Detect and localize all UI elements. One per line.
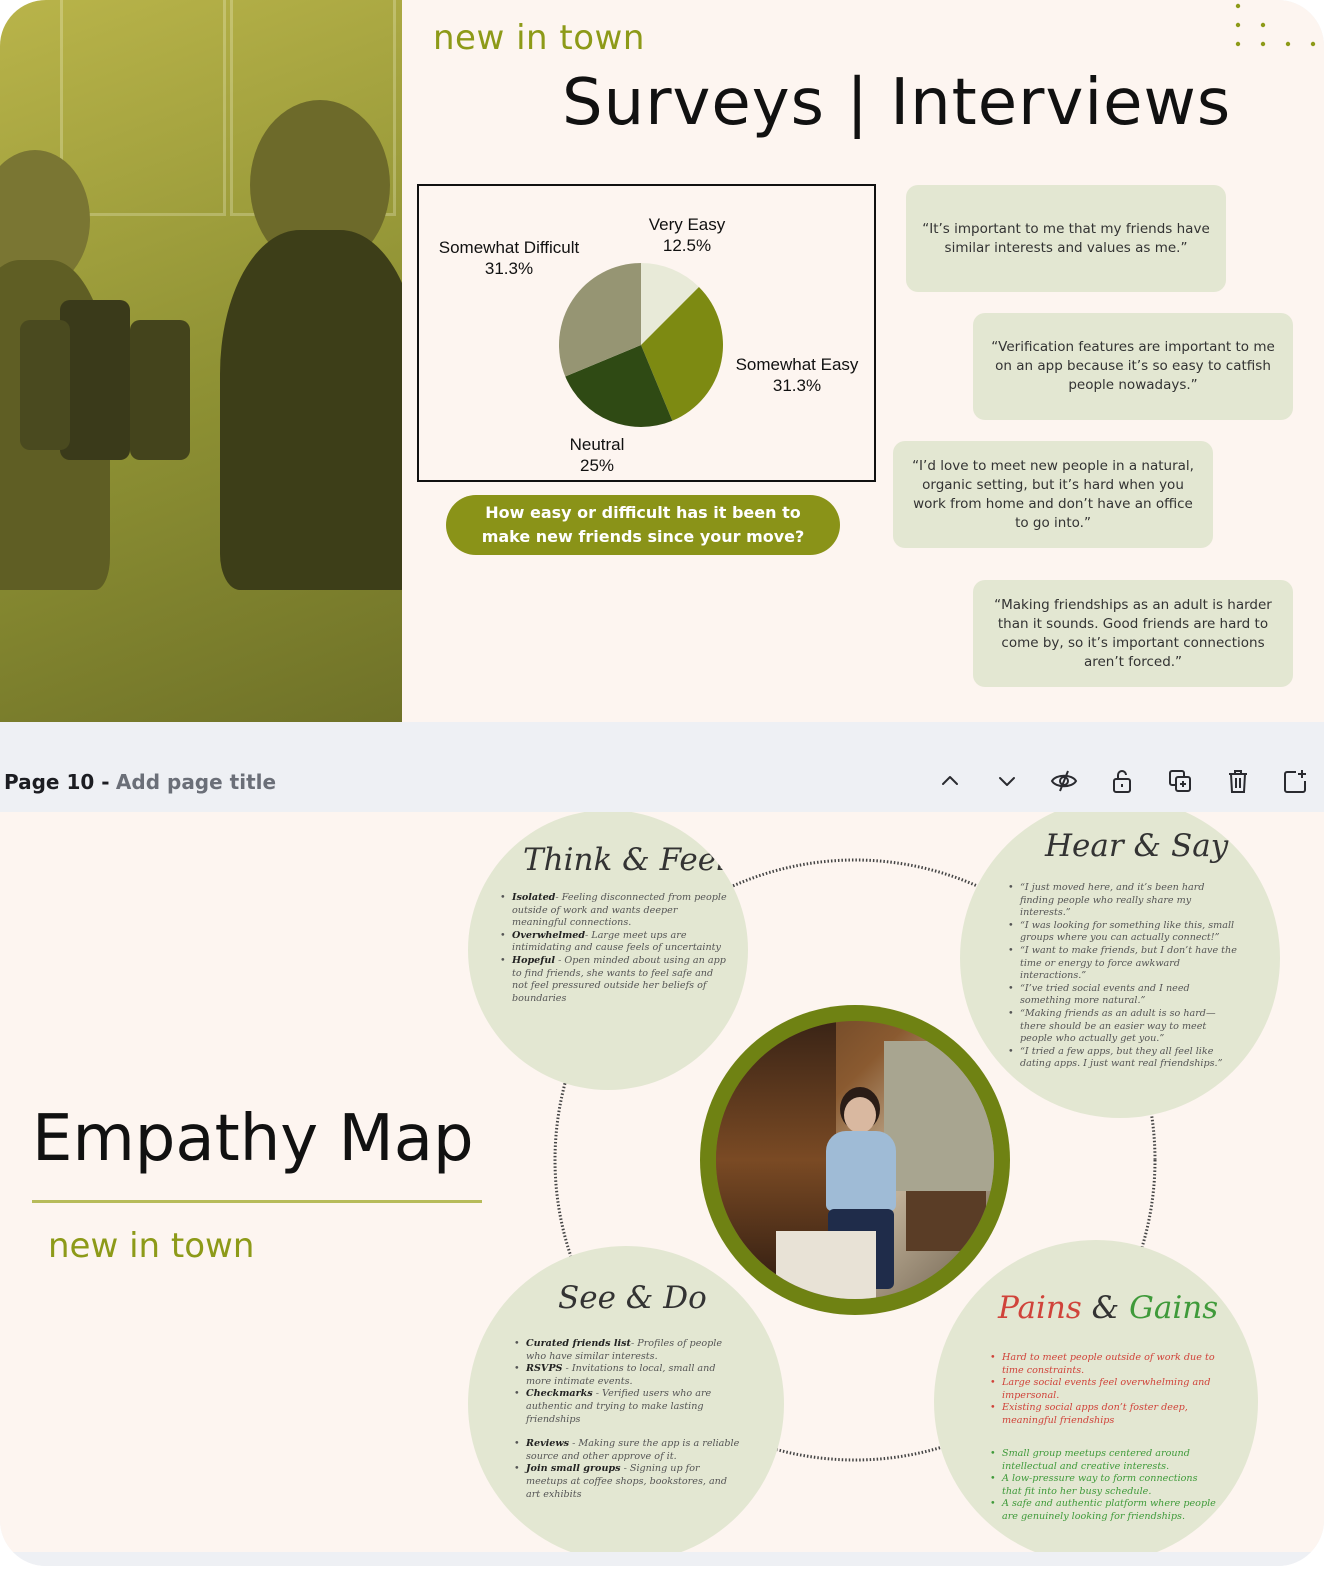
pains-gains-circle (934, 1240, 1258, 1552)
interview-quote: “I’d love to meet new people in a natural, organic setting, but it’s hard when you work from home and don’t have an office to go into.” (893, 441, 1213, 548)
dot-pattern (1232, 0, 1324, 50)
persona-photo (716, 1021, 994, 1299)
see-do-list (514, 1338, 740, 1501)
interview-quote: “Verification features are important to me on an app because it’s so easy to catfish people nowadays.” (973, 313, 1293, 420)
list-item: • Isolated- Feeling disconnected from people outside of work and wants deeper meaningful connections. (500, 892, 730, 930)
think-feel-list (500, 892, 730, 1005)
slide-surveys[interactable] (0, 0, 1324, 722)
survey-question: How easy or difficult has it been to make new friends since your move? (446, 495, 840, 555)
pie-label: Neutral (569, 435, 625, 454)
pie-chart-frame[interactable] (417, 184, 876, 482)
list-item: • A safe and authentic platform where people are genuinely looking for friendships. (990, 1498, 1216, 1523)
hear-say-title: Hear & Say (1045, 828, 1229, 864)
list-item: • Join small groups - Signing up for meetups at coffee shops, bookstores, and art exhibits (514, 1463, 740, 1501)
pie-value-label: 31.3% (484, 259, 534, 278)
think-feel-circle (468, 812, 748, 1090)
slide-title: Empathy Map (32, 1102, 474, 1176)
list-item: • Large social events feel overwhelming and impersonal. (990, 1377, 1216, 1402)
gains-label: Gains (1129, 1290, 1219, 1326)
list-item: • A low-pressure way to form connections that fit into her busy schedule. (990, 1473, 1216, 1498)
list-item: • “I want to make friends, but I don’t have the time or energy to force awkward interactions.” (1008, 945, 1240, 983)
pie-label: Very Easy (648, 215, 726, 234)
gains-list (990, 1448, 1216, 1524)
list-item: • Existing social apps don’t foster deep, meaningful friendships (990, 1402, 1216, 1427)
brand-logo: new in town (433, 18, 645, 58)
lock-icon[interactable] (1107, 766, 1137, 796)
hear-say-circle (960, 812, 1280, 1118)
list-item: • “I just moved here, and it’s been hard finding people who really share my interests.” (1008, 882, 1240, 920)
hide-icon[interactable] (1049, 766, 1079, 796)
slide-title: Surveys | Interviews (562, 66, 1232, 140)
friends-toast-photo (0, 0, 402, 722)
add-page-icon[interactable] (1280, 766, 1310, 796)
brand-logo: new in town (48, 1226, 255, 1266)
list-item: • “Making friends as an adult is so hard—there should be an easier way to meet people who actually get you.” (1008, 1008, 1240, 1046)
see-do-circle (468, 1246, 784, 1552)
list-item: • “I’ve tried social events and I need something more natural.” (1008, 983, 1240, 1008)
list-item: • Small group meetups centered around intellectual and creative interests. (990, 1448, 1216, 1473)
see-do-title: See & Do (558, 1280, 707, 1316)
trash-icon[interactable] (1223, 766, 1253, 796)
chevron-down-icon[interactable] (992, 766, 1022, 796)
bottom-gutter (0, 1552, 1324, 1566)
interview-quote: “Making friendships as an adult is harder than it sounds. Good friends are hard to come by, so it’s important connections aren’t forced.” (973, 580, 1293, 687)
list-item: • “I tried a few apps, but they all feel like dating apps. I just want real friendships.” (1008, 1046, 1240, 1071)
ampersand: & (1091, 1290, 1120, 1326)
list-item: • RSVPS - Invitations to local, small and more intimate events. (514, 1363, 740, 1388)
pains-label: Pains (998, 1290, 1082, 1326)
list-item: • Hard to meet people outside of work due to time constraints. (990, 1352, 1216, 1377)
pie-label: Somewhat Easy (735, 355, 859, 374)
pie-value-label: 31.3% (772, 376, 822, 395)
pie-value-label: 12.5% (662, 236, 712, 255)
think-feel-title: Think & Feel (523, 842, 727, 878)
list-item: • “I was looking for something like this, small groups where you can actually connect!” (1008, 920, 1240, 945)
chevron-up-icon[interactable] (935, 766, 965, 796)
page-title-input[interactable]: Add page title (115, 770, 277, 794)
list-item: • Curated friends list- Profiles of people who have similar interests. (514, 1338, 740, 1363)
persona-photo-frame (700, 1005, 1010, 1315)
duplicate-icon[interactable] (1165, 766, 1195, 796)
list-item: • Checkmarks - Verified users who are authentic and trying to make lasting friendships (514, 1388, 740, 1426)
list-item: • Overwhelmed- Large meet ups are intimidating and cause feels of uncertainty (500, 930, 730, 955)
hear-say-list (1008, 882, 1240, 1071)
pie-label: Somewhat Difficult (438, 238, 580, 257)
list-item: • Hopeful - Open minded about using an app to find friends, she wants to feel safe and not feel pressured outside her beliefs of boundaries (500, 955, 730, 1005)
pains-gains-title (998, 1290, 1218, 1326)
interview-quote: “It’s important to me that my friends have similar interests and values as me.” (906, 185, 1226, 292)
page-label[interactable] (4, 770, 276, 794)
pie-chart (419, 186, 874, 480)
page-number: Page 10 - (4, 770, 110, 794)
pains-list (990, 1352, 1216, 1428)
list-item: • Reviews - Making sure the app is a reliable source and other approve of it. (514, 1438, 740, 1463)
pie-value-label: 25% (579, 456, 615, 475)
slide-empathy-map[interactable] (0, 812, 1324, 1552)
